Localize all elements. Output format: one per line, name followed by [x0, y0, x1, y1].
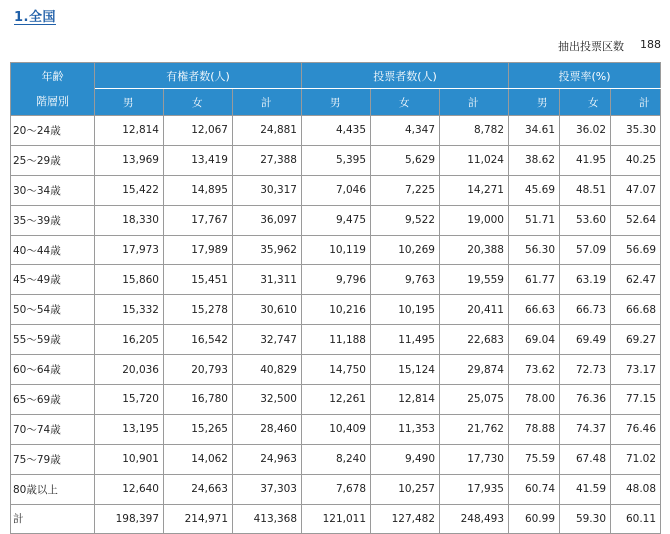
table-cell: 67.48 [560, 444, 611, 474]
sub-header-female: 女 [560, 89, 611, 116]
table-cell: 214,971 [164, 504, 233, 533]
table-cell: 19,000 [440, 205, 509, 235]
table-cell: 37,303 [233, 474, 302, 504]
table-cell: 11,353 [371, 414, 440, 444]
table-cell: 14,750 [302, 355, 371, 385]
table-cell: 9,522 [371, 205, 440, 235]
table-row [11, 205, 661, 235]
turnout-rate-header: 投票率(%) [509, 63, 661, 89]
age-group-header [11, 63, 95, 116]
table-cell: 24,663 [164, 474, 233, 504]
table-cell: 14,062 [164, 444, 233, 474]
table-cell: 9,796 [302, 265, 371, 295]
table-row [11, 116, 661, 146]
table-cell: 75.59 [509, 444, 560, 474]
table-cell: 71.02 [611, 444, 661, 474]
table-cell: 25,075 [440, 385, 509, 415]
table-cell: 14,271 [440, 175, 509, 205]
table-row [11, 265, 661, 295]
table-row [11, 175, 661, 205]
row-label: 65～69歳 [11, 385, 95, 415]
table-cell: 413,368 [233, 504, 302, 533]
table-cell: 78.00 [509, 385, 560, 415]
table-cell: 69.04 [509, 325, 560, 355]
table-cell: 17,935 [440, 474, 509, 504]
table-cell: 10,269 [371, 235, 440, 265]
table-cell: 30,317 [233, 175, 302, 205]
table-cell: 13,969 [95, 145, 164, 175]
table-cell: 16,205 [95, 325, 164, 355]
row-label: 40～44歳 [11, 235, 95, 265]
table-cell: 66.73 [560, 295, 611, 325]
table-cell: 40,829 [233, 355, 302, 385]
table-cell: 7,678 [302, 474, 371, 504]
table-cell: 20,036 [95, 355, 164, 385]
table-cell: 51.71 [509, 205, 560, 235]
table-cell: 15,278 [164, 295, 233, 325]
table-cell: 69.27 [611, 325, 661, 355]
table-cell: 15,332 [95, 295, 164, 325]
table-cell: 13,195 [95, 414, 164, 444]
sub-header-total: 計 [440, 89, 509, 116]
table-row [11, 474, 661, 504]
table-cell: 27,388 [233, 145, 302, 175]
table-row [11, 385, 661, 415]
table-cell: 41.95 [560, 145, 611, 175]
table-cell: 62.47 [611, 265, 661, 295]
table-cell: 4,347 [371, 116, 440, 146]
table-cell: 13,419 [164, 145, 233, 175]
table-cell: 29,874 [440, 355, 509, 385]
table-cell: 5,629 [371, 145, 440, 175]
table-cell: 32,747 [233, 325, 302, 355]
table-cell: 22,683 [440, 325, 509, 355]
table-cell: 21,762 [440, 414, 509, 444]
table-cell: 32,500 [233, 385, 302, 415]
table-cell: 60.11 [611, 504, 661, 533]
table-cell: 57.09 [560, 235, 611, 265]
table-cell: 73.17 [611, 355, 661, 385]
row-label: 50～54歳 [11, 295, 95, 325]
table-row [11, 295, 661, 325]
table-cell: 10,901 [95, 444, 164, 474]
table-cell: 28,460 [233, 414, 302, 444]
table-body [11, 116, 661, 534]
table-cell: 9,475 [302, 205, 371, 235]
table-cell: 60.74 [509, 474, 560, 504]
row-label: 55～59歳 [11, 325, 95, 355]
table-row [11, 414, 661, 444]
table-cell: 9,763 [371, 265, 440, 295]
district-count-value: 188 [640, 38, 661, 51]
table-cell: 76.46 [611, 414, 661, 444]
table-cell: 48.51 [560, 175, 611, 205]
table-cell: 10,195 [371, 295, 440, 325]
table-cell: 34.61 [509, 116, 560, 146]
table-cell: 15,720 [95, 385, 164, 415]
row-label: 75～79歳 [11, 444, 95, 474]
table-cell: 11,495 [371, 325, 440, 355]
table-cell: 10,216 [302, 295, 371, 325]
table-cell: 63.19 [560, 265, 611, 295]
age-header-line1: 年齢 [41, 70, 64, 83]
table-cell: 12,814 [95, 116, 164, 146]
table-cell: 121,011 [302, 504, 371, 533]
table-row [11, 325, 661, 355]
table-cell: 11,024 [440, 145, 509, 175]
table-cell: 15,265 [164, 414, 233, 444]
table-cell: 10,257 [371, 474, 440, 504]
table-cell: 17,730 [440, 444, 509, 474]
voters-cast-header: 投票者数(人) [302, 63, 509, 89]
table-row [11, 145, 661, 175]
row-label: 45～49歳 [11, 265, 95, 295]
row-label: 35～39歳 [11, 205, 95, 235]
district-count [558, 38, 661, 54]
sub-header-female: 女 [371, 89, 440, 116]
table-cell: 52.64 [611, 205, 661, 235]
table-cell: 15,860 [95, 265, 164, 295]
table-cell: 40.25 [611, 145, 661, 175]
table-cell: 56.69 [611, 235, 661, 265]
table-cell: 36,097 [233, 205, 302, 235]
table-cell: 45.69 [509, 175, 560, 205]
table-cell: 59.30 [560, 504, 611, 533]
age-header-line2: 階層別 [36, 95, 69, 108]
table-cell: 15,451 [164, 265, 233, 295]
table-cell: 8,782 [440, 116, 509, 146]
table-cell: 77.15 [611, 385, 661, 415]
table-cell: 10,409 [302, 414, 371, 444]
table-cell: 15,124 [371, 355, 440, 385]
table-cell: 17,973 [95, 235, 164, 265]
table-cell: 16,780 [164, 385, 233, 415]
table-cell: 74.37 [560, 414, 611, 444]
table-cell: 17,989 [164, 235, 233, 265]
table-cell: 76.36 [560, 385, 611, 415]
table-cell: 60.99 [509, 504, 560, 533]
table-cell: 7,046 [302, 175, 371, 205]
table-cell: 127,482 [371, 504, 440, 533]
table-cell: 47.07 [611, 175, 661, 205]
table-cell: 66.63 [509, 295, 560, 325]
table-cell: 78.88 [509, 414, 560, 444]
table-row [11, 504, 661, 533]
table-cell: 69.49 [560, 325, 611, 355]
table-cell: 12,814 [371, 385, 440, 415]
sub-header-total: 計 [233, 89, 302, 116]
row-label: 計 [11, 504, 95, 533]
row-label: 70～74歳 [11, 414, 95, 444]
sub-header-total: 計 [611, 89, 661, 116]
table-cell: 198,397 [95, 504, 164, 533]
table-row [11, 235, 661, 265]
table-cell: 35.30 [611, 116, 661, 146]
table-cell: 7,225 [371, 175, 440, 205]
row-label: 30～34歳 [11, 175, 95, 205]
page-heading[interactable]: 1.全国 [14, 10, 56, 25]
sub-header-female: 女 [164, 89, 233, 116]
row-label: 80歳以上 [11, 474, 95, 504]
row-label: 60～64歳 [11, 355, 95, 385]
sub-header-male: 男 [95, 89, 164, 116]
table-cell: 12,067 [164, 116, 233, 146]
table-cell: 5,395 [302, 145, 371, 175]
table-cell: 66.68 [611, 295, 661, 325]
table-cell: 38.62 [509, 145, 560, 175]
table-cell: 10,119 [302, 235, 371, 265]
sub-header-male: 男 [509, 89, 560, 116]
table-cell: 14,895 [164, 175, 233, 205]
table-cell: 17,767 [164, 205, 233, 235]
table-cell: 24,963 [233, 444, 302, 474]
table-cell: 11,188 [302, 325, 371, 355]
table-cell: 18,330 [95, 205, 164, 235]
table-cell: 41.59 [560, 474, 611, 504]
table-cell: 20,793 [164, 355, 233, 385]
table-cell: 61.77 [509, 265, 560, 295]
table-cell: 72.73 [560, 355, 611, 385]
table-cell: 9,490 [371, 444, 440, 474]
district-count-label: 抽出投票区数 [558, 40, 624, 53]
table-row [11, 444, 661, 474]
table-cell: 20,411 [440, 295, 509, 325]
table-cell: 36.02 [560, 116, 611, 146]
table-cell: 31,311 [233, 265, 302, 295]
table-cell: 20,388 [440, 235, 509, 265]
table-cell: 24,881 [233, 116, 302, 146]
row-label: 25～29歳 [11, 145, 95, 175]
table-row [11, 355, 661, 385]
table-cell: 56.30 [509, 235, 560, 265]
voters-registered-header: 有権者数(人) [95, 63, 302, 89]
table-cell: 248,493 [440, 504, 509, 533]
table-cell: 8,240 [302, 444, 371, 474]
turnout-table [10, 62, 661, 534]
table-cell: 53.60 [560, 205, 611, 235]
table-cell: 35,962 [233, 235, 302, 265]
table-cell: 16,542 [164, 325, 233, 355]
table-cell: 30,610 [233, 295, 302, 325]
table-cell: 12,261 [302, 385, 371, 415]
table-cell: 12,640 [95, 474, 164, 504]
table-cell: 4,435 [302, 116, 371, 146]
sub-header-male: 男 [302, 89, 371, 116]
table-cell: 15,422 [95, 175, 164, 205]
table-cell: 19,559 [440, 265, 509, 295]
table-cell: 73.62 [509, 355, 560, 385]
table-cell: 48.08 [611, 474, 661, 504]
row-label: 20～24歳 [11, 116, 95, 146]
